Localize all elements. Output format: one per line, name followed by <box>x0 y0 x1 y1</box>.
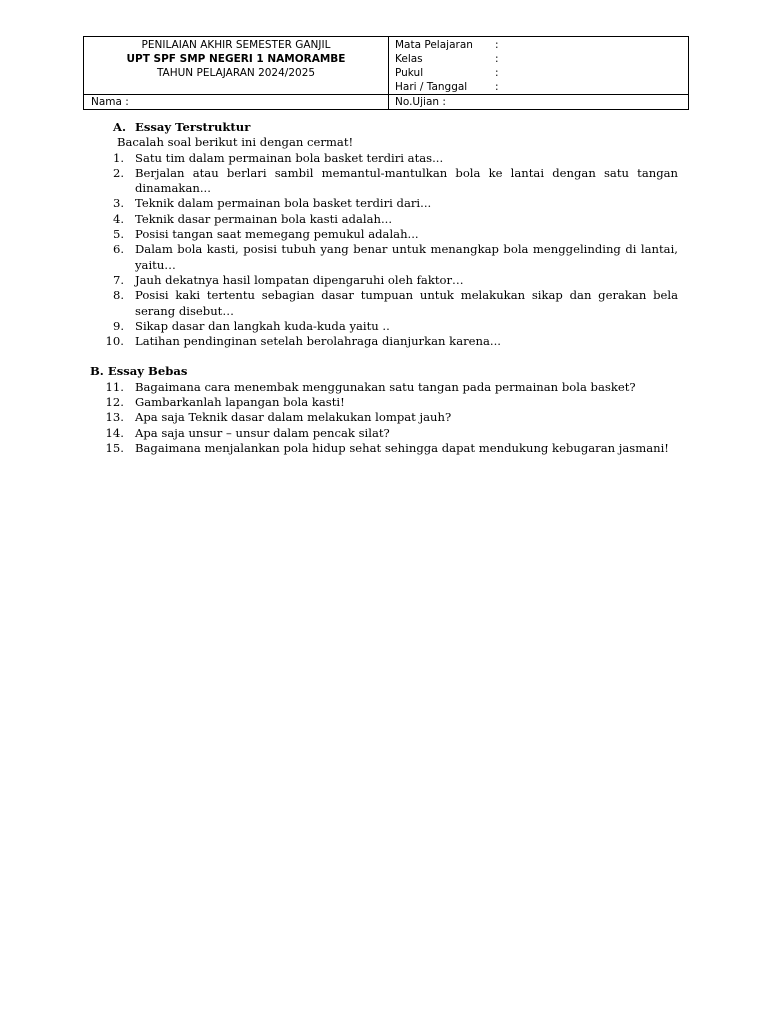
meta-colon: : <box>495 53 499 65</box>
question-item <box>90 212 678 227</box>
meta-label: Pukul <box>395 67 424 79</box>
school-name: UPT SPF SMP NEGERI 1 NAMORAMBE <box>126 53 346 65</box>
question-text: Sikap dasar dan langkah kuda-kuda yaitu .. <box>135 318 390 333</box>
academic-year: TAHUN PELAJARAN 2024/2025 <box>156 67 316 79</box>
question-number: 6. <box>112 242 124 257</box>
question-text: Bagaimana cara menembak menggunakan satu tangan pada permainan bola basket? <box>135 379 636 394</box>
question-item <box>90 227 678 242</box>
meta-colon: : <box>495 67 499 79</box>
question-number: 11. <box>105 379 124 394</box>
meta-colon: : <box>495 39 499 51</box>
question-text: Latihan pendinginan setelah berolahraga dianjurkan karena... <box>135 334 501 349</box>
question-text: Gambarkanlah lapangan bola kasti! <box>135 395 345 410</box>
question-item <box>90 395 678 410</box>
question-number: 15. <box>105 440 124 455</box>
section-b-title: B. Essay Bebas <box>90 364 188 379</box>
section-b-question-list <box>90 380 678 456</box>
question-text: Posisi kaki tertentu sebagian dasar tumpuan untuk melakukan sikap dan gerakan bela serang disebut… <box>135 288 678 318</box>
meta-row-kelas <box>395 52 688 66</box>
question-number: 10. <box>105 334 124 349</box>
question-text: Jauh dekatnya hasil lompatan dipengaruhi oleh faktor… <box>135 272 464 287</box>
section-a-instruction: Bacalah soal berikut ini dengan cermat! <box>117 135 354 150</box>
question-item <box>90 273 678 288</box>
question-item <box>90 426 678 441</box>
question-text: Dalam bola kasti, posisi tubuh yang benar untuk menangkap bola menggelinding di lantai, yaitu… <box>135 242 678 272</box>
section-a-title-text: Essay Terstruktur <box>135 120 251 134</box>
meta-row-hari-tanggal <box>395 80 688 94</box>
question-item <box>90 151 678 166</box>
meta-label: Hari / Tanggal <box>395 81 468 93</box>
question-text: Berjalan atau berlari sambil memantul-mantulkan bola ke lantai dengan satu tangan dinamakan... <box>135 165 678 196</box>
question-number: 12. <box>105 395 124 410</box>
question-item <box>90 242 678 273</box>
meta-row-mata-pelajaran <box>395 38 688 52</box>
section-a-letter: A. <box>113 120 127 134</box>
question-text: Teknik dasar permainan bola kasti adalah... <box>135 211 393 226</box>
question-item <box>90 410 678 425</box>
exam-header-table <box>83 36 689 110</box>
question-number: 1. <box>112 150 124 165</box>
nama-field: Nama : <box>84 95 389 110</box>
section-a-question-list <box>90 151 678 350</box>
question-item <box>90 288 678 319</box>
section-gap <box>90 349 678 364</box>
exam-title: PENILAIAN AKHIR SEMESTER GANJIL <box>141 39 331 51</box>
question-number: 14. <box>105 425 124 440</box>
question-text: Bagaimana menjalankan pola hidup sehat sehingga dapat mendukung kebugaran jasmani! <box>135 440 669 455</box>
question-number: 7. <box>112 272 124 287</box>
question-item <box>90 380 678 395</box>
question-number: 13. <box>105 410 124 425</box>
question-number: 8. <box>112 288 124 303</box>
question-text: Apa saja unsur – unsur dalam pencak silat? <box>135 425 390 440</box>
question-item <box>90 166 678 197</box>
question-text: Teknik dalam permainan bola basket terdiri dari... <box>135 196 432 211</box>
question-text: Apa saja Teknik dasar dalam melakukan lompat jauh? <box>135 410 452 425</box>
meta-label: Kelas <box>395 53 423 65</box>
question-item <box>90 441 678 456</box>
question-number: 3. <box>112 196 124 211</box>
meta-colon: : <box>495 81 499 93</box>
question-text: Satu tim dalam permainan bola basket terdiri atas... <box>135 150 444 165</box>
question-number: 5. <box>112 227 124 242</box>
no-ujian-field: No.Ujian : <box>389 95 689 110</box>
question-number: 2. <box>112 165 124 180</box>
question-item <box>90 196 678 211</box>
exam-meta-cell <box>389 37 689 95</box>
meta-row-pukul <box>395 66 688 80</box>
exam-content <box>90 120 678 456</box>
question-item <box>90 334 678 349</box>
meta-label: Mata Pelajaran <box>395 39 473 51</box>
question-number: 4. <box>112 211 124 226</box>
question-item <box>90 319 678 334</box>
section-a-title <box>90 120 678 135</box>
school-info-cell <box>84 37 389 95</box>
question-number: 9. <box>112 318 124 333</box>
question-text: Posisi tangan saat memegang pemukul adalah... <box>135 227 419 242</box>
